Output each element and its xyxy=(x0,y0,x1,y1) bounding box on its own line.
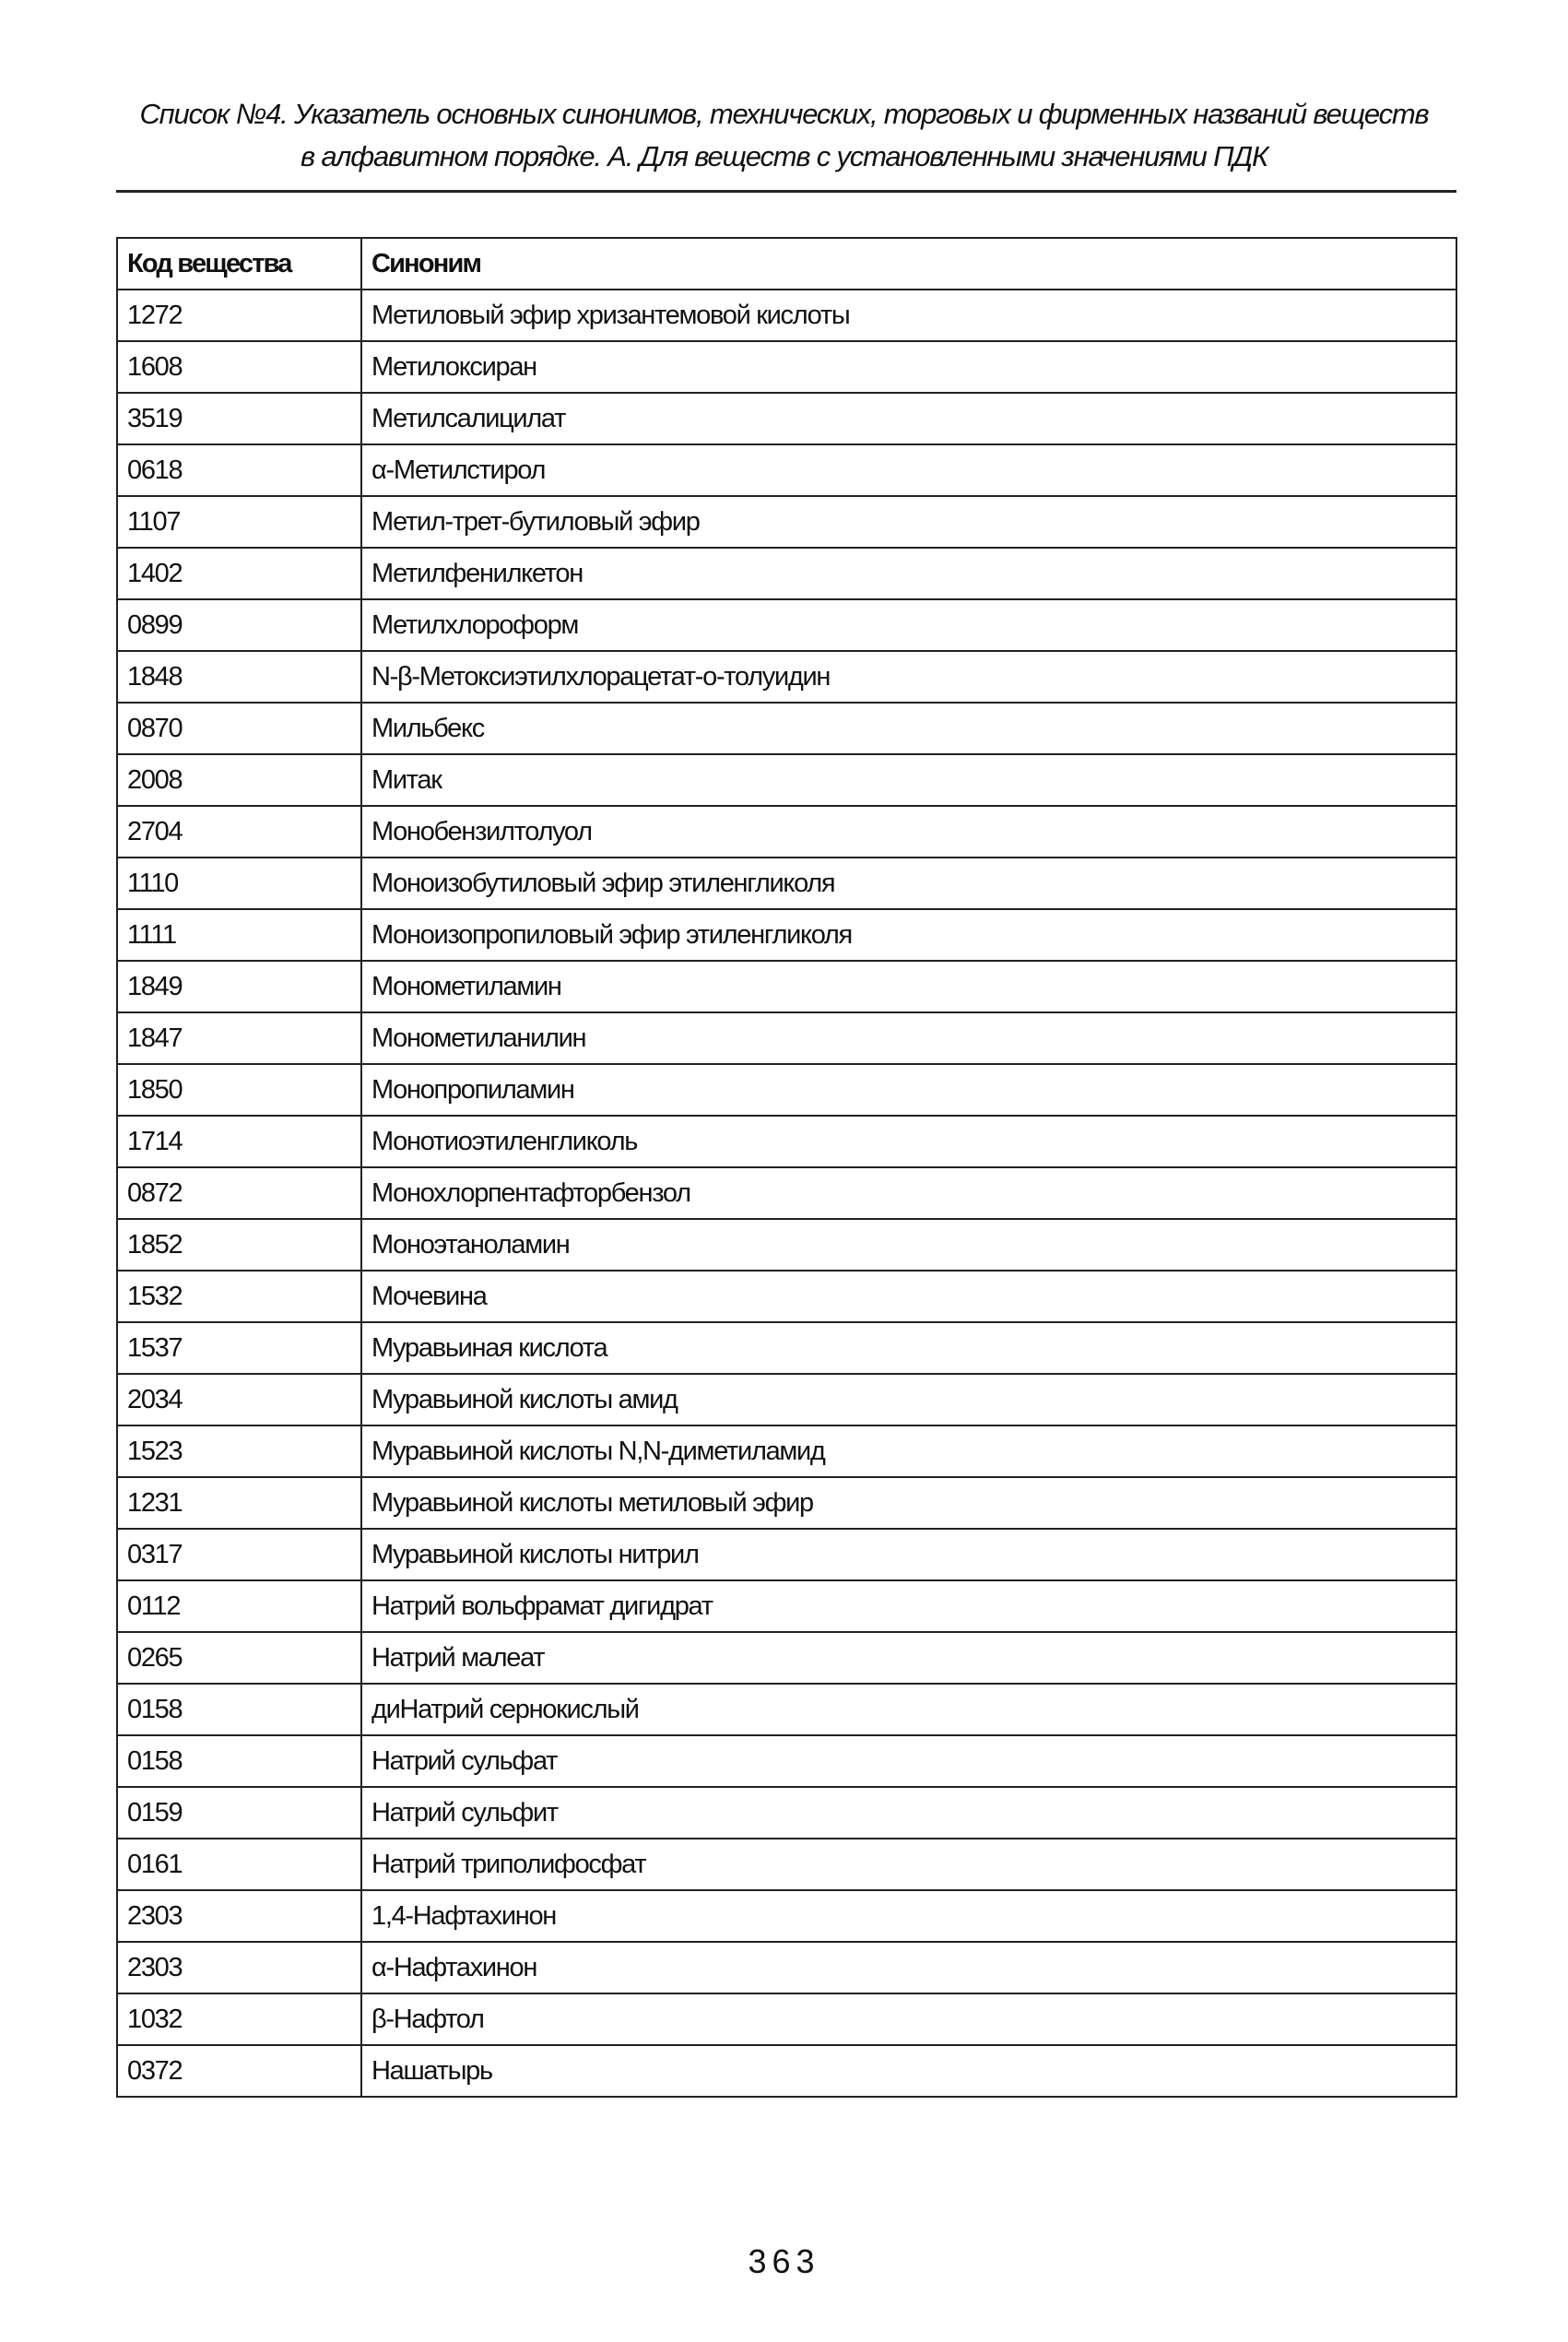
synonym: Мильбекс xyxy=(361,703,1456,754)
table-row xyxy=(117,651,1456,703)
table-row xyxy=(117,599,1456,651)
synonym: Метилфенилкетон xyxy=(361,548,1456,599)
synonym: Муравьиная кислота xyxy=(361,1322,1456,1374)
synonym: Муравьиной кислоты нитрил xyxy=(361,1529,1456,1580)
substance-code: 0872 xyxy=(117,1167,361,1219)
synonym: Мочевина xyxy=(361,1271,1456,1322)
synonym: Натрий сульфит xyxy=(361,1787,1456,1839)
synonym: Муравьиной кислоты амид xyxy=(361,1374,1456,1425)
table-row xyxy=(117,1735,1456,1787)
substance-code: 1714 xyxy=(117,1116,361,1167)
table-row xyxy=(117,2045,1456,2097)
table-row xyxy=(117,444,1456,496)
table-row xyxy=(117,1064,1456,1116)
header-divider xyxy=(116,190,1456,193)
synonym: 1,4-Нафтахинон xyxy=(361,1890,1456,1942)
synonym: Муравьиной кислоты N,N-диметиламид xyxy=(361,1425,1456,1477)
column-header-code: Код вещества xyxy=(117,238,361,290)
page-header-line-2: в алфавитном порядке. А. Для веществ с установленными значениями ПДК xyxy=(300,140,1268,172)
column-header-synonym: Синоним xyxy=(361,238,1456,290)
synonym: Монометиламин xyxy=(361,961,1456,1012)
table-row xyxy=(117,341,1456,393)
substance-code: 2303 xyxy=(117,1890,361,1942)
table-row xyxy=(117,1167,1456,1219)
substance-code: 1848 xyxy=(117,651,361,703)
synonym: α-Метилстирол xyxy=(361,444,1456,496)
substance-code: 1608 xyxy=(117,341,361,393)
synonym: Метилхлороформ xyxy=(361,599,1456,651)
substance-code: 0870 xyxy=(117,703,361,754)
synonym: Нашатырь xyxy=(361,2045,1456,2097)
table-header-row xyxy=(117,238,1456,290)
table-row xyxy=(117,1425,1456,1477)
synonym: Натрий триполифосфат xyxy=(361,1839,1456,1890)
synonym: Митак xyxy=(361,754,1456,806)
table-row xyxy=(117,1993,1456,2045)
table-row xyxy=(117,1271,1456,1322)
table-row xyxy=(117,909,1456,961)
synonym: диНатрий сернокислый xyxy=(361,1684,1456,1735)
synonym: Метилоксиран xyxy=(361,341,1456,393)
substance-code: 1850 xyxy=(117,1064,361,1116)
table-row xyxy=(117,806,1456,858)
substance-code: 0265 xyxy=(117,1632,361,1684)
table-row xyxy=(117,1322,1456,1374)
synonym: Метил-трет-бутиловый эфир xyxy=(361,496,1456,548)
table-row xyxy=(117,858,1456,909)
substance-code: 1537 xyxy=(117,1322,361,1374)
synonym: Моноизопропиловый эфир этиленгликоля xyxy=(361,909,1456,961)
substance-code: 1849 xyxy=(117,961,361,1012)
synonyms-table xyxy=(116,237,1457,2098)
table-row xyxy=(117,1684,1456,1735)
table-row xyxy=(117,1529,1456,1580)
synonym: Моноизобутиловый эфир этиленгликоля xyxy=(361,858,1456,909)
table-row xyxy=(117,290,1456,341)
table-row xyxy=(117,1374,1456,1425)
table-row xyxy=(117,548,1456,599)
table-row xyxy=(117,1477,1456,1529)
synonym: N-β-Метоксиэтилхлорацетат-о-толуидин xyxy=(361,651,1456,703)
table-row xyxy=(117,1116,1456,1167)
table-row xyxy=(117,393,1456,444)
page-number: 363 xyxy=(748,2242,820,2280)
synonym: Монопропиламин xyxy=(361,1064,1456,1116)
substance-code: 1111 xyxy=(117,909,361,961)
substance-code: 3519 xyxy=(117,393,361,444)
substance-code: 2008 xyxy=(117,754,361,806)
synonym: Монотиоэтиленгликоль xyxy=(361,1116,1456,1167)
substance-code: 0317 xyxy=(117,1529,361,1580)
synonym: Монометиланилин xyxy=(361,1012,1456,1064)
table-row xyxy=(117,1632,1456,1684)
synonym: Метиловый эфир хризантемовой кислоты xyxy=(361,290,1456,341)
synonym: β-Нафтол xyxy=(361,1993,1456,2045)
synonym: Монохлорпентафторбензол xyxy=(361,1167,1456,1219)
table-row xyxy=(117,1580,1456,1632)
table-row xyxy=(117,1942,1456,1993)
synonym: Моноэтаноламин xyxy=(361,1219,1456,1271)
substance-code: 1272 xyxy=(117,290,361,341)
table-row xyxy=(117,961,1456,1012)
table-row xyxy=(117,1839,1456,1890)
table-row xyxy=(117,1787,1456,1839)
synonym: Муравьиной кислоты метиловый эфир xyxy=(361,1477,1456,1529)
substance-code: 1107 xyxy=(117,496,361,548)
substance-code: 0159 xyxy=(117,1787,361,1839)
substance-code: 1231 xyxy=(117,1477,361,1529)
synonym: Метилсалицилат xyxy=(361,393,1456,444)
table-row xyxy=(117,1890,1456,1942)
substance-code: 0899 xyxy=(117,599,361,651)
substance-code: 0112 xyxy=(117,1580,361,1632)
substance-code: 1110 xyxy=(117,858,361,909)
synonym: Монобензилтолуол xyxy=(361,806,1456,858)
substance-code: 1032 xyxy=(117,1993,361,2045)
page-header-line-1: Список №4. Указатель основных синонимов, технических, торговых и фирменных названий веществ xyxy=(139,98,1429,130)
substance-code: 0158 xyxy=(117,1684,361,1735)
substance-code: 0618 xyxy=(117,444,361,496)
substance-code: 0158 xyxy=(117,1735,361,1787)
synonym: Натрий сульфат xyxy=(361,1735,1456,1787)
substance-code: 1532 xyxy=(117,1271,361,1322)
table-row xyxy=(117,1219,1456,1271)
table-row xyxy=(117,754,1456,806)
substance-code: 1523 xyxy=(117,1425,361,1477)
substance-code: 0161 xyxy=(117,1839,361,1890)
table-row xyxy=(117,496,1456,548)
synonym: Натрий вольфрамат дигидрат xyxy=(361,1580,1456,1632)
substance-code: 1402 xyxy=(117,548,361,599)
substance-code: 1847 xyxy=(117,1012,361,1064)
table-row xyxy=(117,703,1456,754)
substance-code: 2303 xyxy=(117,1942,361,1993)
substance-code: 2704 xyxy=(117,806,361,858)
synonym: α-Нафтахинон xyxy=(361,1942,1456,1993)
substance-code: 0372 xyxy=(117,2045,361,2097)
substance-code: 2034 xyxy=(117,1374,361,1425)
table-row xyxy=(117,1012,1456,1064)
synonym: Натрий малеат xyxy=(361,1632,1456,1684)
substance-code: 1852 xyxy=(117,1219,361,1271)
